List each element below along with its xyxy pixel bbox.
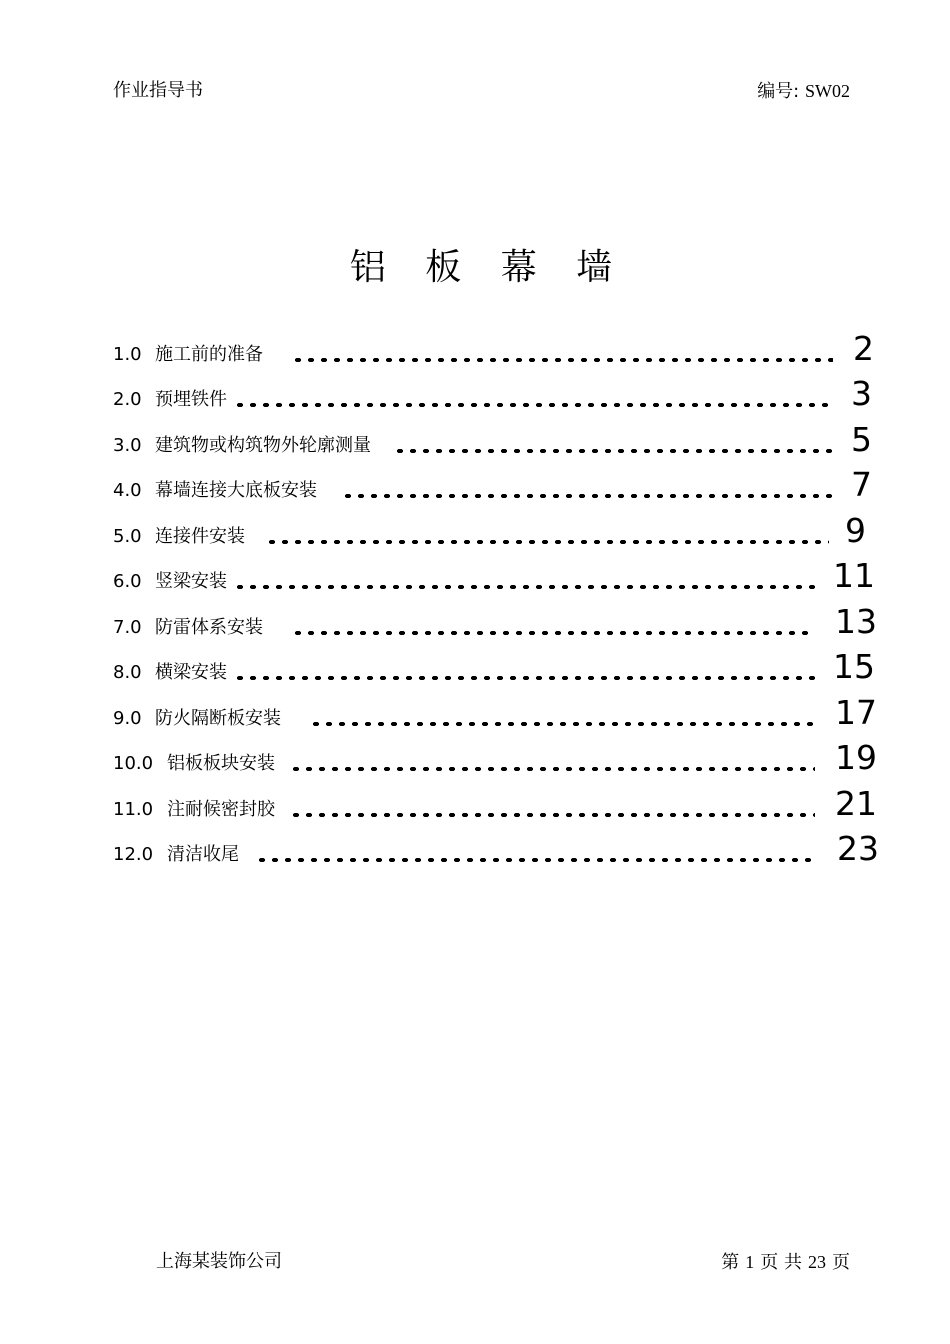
toc-item-label: 横梁安装 <box>155 662 227 683</box>
toc-item-page: 5 <box>851 420 872 459</box>
toc-item-number: 4.0 <box>113 480 142 501</box>
toc-item-page: 3 <box>851 374 872 413</box>
toc-leader-dots <box>293 631 815 635</box>
toc-item-number: 8.0 <box>113 662 142 683</box>
toc-item-label: 竖梁安装 <box>155 571 227 592</box>
toc-item-label: 施工前的准备 <box>155 344 263 365</box>
doc-number <box>757 80 850 103</box>
toc-item-page: 23 <box>837 829 879 868</box>
toc-item-page: 2 <box>853 329 874 368</box>
toc-leader-dots <box>293 358 833 362</box>
toc-item-label: 幕墙连接大底板安装 <box>155 480 317 501</box>
toc-leader-dots <box>257 858 815 862</box>
toc-leader-dots <box>235 403 833 407</box>
doc-number-value: SW02 <box>805 81 850 101</box>
toc-leader-dots <box>235 676 815 680</box>
toc-item-page: 15 <box>833 647 875 686</box>
toc-item-label: 清洁收尾 <box>167 844 239 865</box>
doc-type-label: 作业指导书 <box>113 80 203 101</box>
toc-item-label: 防雷体系安装 <box>155 617 263 638</box>
toc-item[interactable] <box>113 826 879 868</box>
toc-item[interactable] <box>113 553 873 593</box>
page-current: 1 <box>745 1252 755 1272</box>
toc-item-number: 2.0 <box>113 389 142 410</box>
toc-item-page: 7 <box>851 465 872 504</box>
toc-item-page: 11 <box>833 556 875 595</box>
toc-item-label: 建筑物或构筑物外轮廓测量 <box>155 435 371 456</box>
toc-item-label: 铝板板块安装 <box>167 753 275 774</box>
document-title: 铝 板 幕 墙 <box>349 247 627 288</box>
toc-item-number: 1.0 <box>113 344 142 365</box>
toc-item[interactable] <box>113 690 877 732</box>
toc-item-page: 19 <box>835 738 877 777</box>
toc-item-label: 预埋铁件 <box>155 389 227 410</box>
toc-item-label: 注耐候密封胶 <box>167 799 275 820</box>
toc-item[interactable] <box>113 599 877 641</box>
toc-item-page: 17 <box>835 693 877 732</box>
toc-leader-dots <box>235 585 815 589</box>
company-name: 上海某装饰公司 <box>156 1251 282 1272</box>
toc-item-label: 连接件安装 <box>155 526 245 547</box>
toc-item-number: 6.0 <box>113 571 142 592</box>
toc-item-number: 5.0 <box>113 526 142 547</box>
toc-item[interactable] <box>113 735 877 777</box>
toc-leader-dots <box>291 813 815 817</box>
toc-leader-dots <box>343 494 833 498</box>
toc-item-label: 防火隔断板安装 <box>155 708 281 729</box>
toc-item[interactable] <box>113 371 873 411</box>
doc-number-label: 编号: <box>757 81 800 102</box>
toc-item-number: 3.0 <box>113 435 142 456</box>
toc-item-page: 13 <box>835 602 877 641</box>
toc-item-number: 12.0 <box>113 844 154 865</box>
toc-leader-dots <box>311 722 815 726</box>
toc-item[interactable] <box>113 326 873 366</box>
page-total: 23 <box>808 1252 826 1272</box>
toc-item-number: 11.0 <box>113 799 154 820</box>
toc-item-page: 9 <box>845 511 866 550</box>
toc-leader-dots <box>291 767 815 771</box>
toc-item-page: 21 <box>835 784 877 823</box>
toc-item[interactable] <box>113 462 873 502</box>
toc-item-number: 9.0 <box>113 708 142 729</box>
toc-item[interactable] <box>113 417 873 457</box>
page-suffix: 页 <box>832 1252 850 1273</box>
toc-leader-dots <box>395 449 833 453</box>
toc-item-number: 10.0 <box>113 753 154 774</box>
toc-item[interactable] <box>113 644 873 684</box>
toc-leader-dots <box>267 540 829 544</box>
page-middle: 页 共 <box>760 1252 802 1273</box>
page-indicator <box>721 1251 850 1274</box>
toc-item[interactable] <box>113 508 873 548</box>
toc-item-number: 7.0 <box>113 617 142 638</box>
toc-item[interactable] <box>113 781 877 823</box>
page-prefix: 第 <box>721 1252 740 1273</box>
